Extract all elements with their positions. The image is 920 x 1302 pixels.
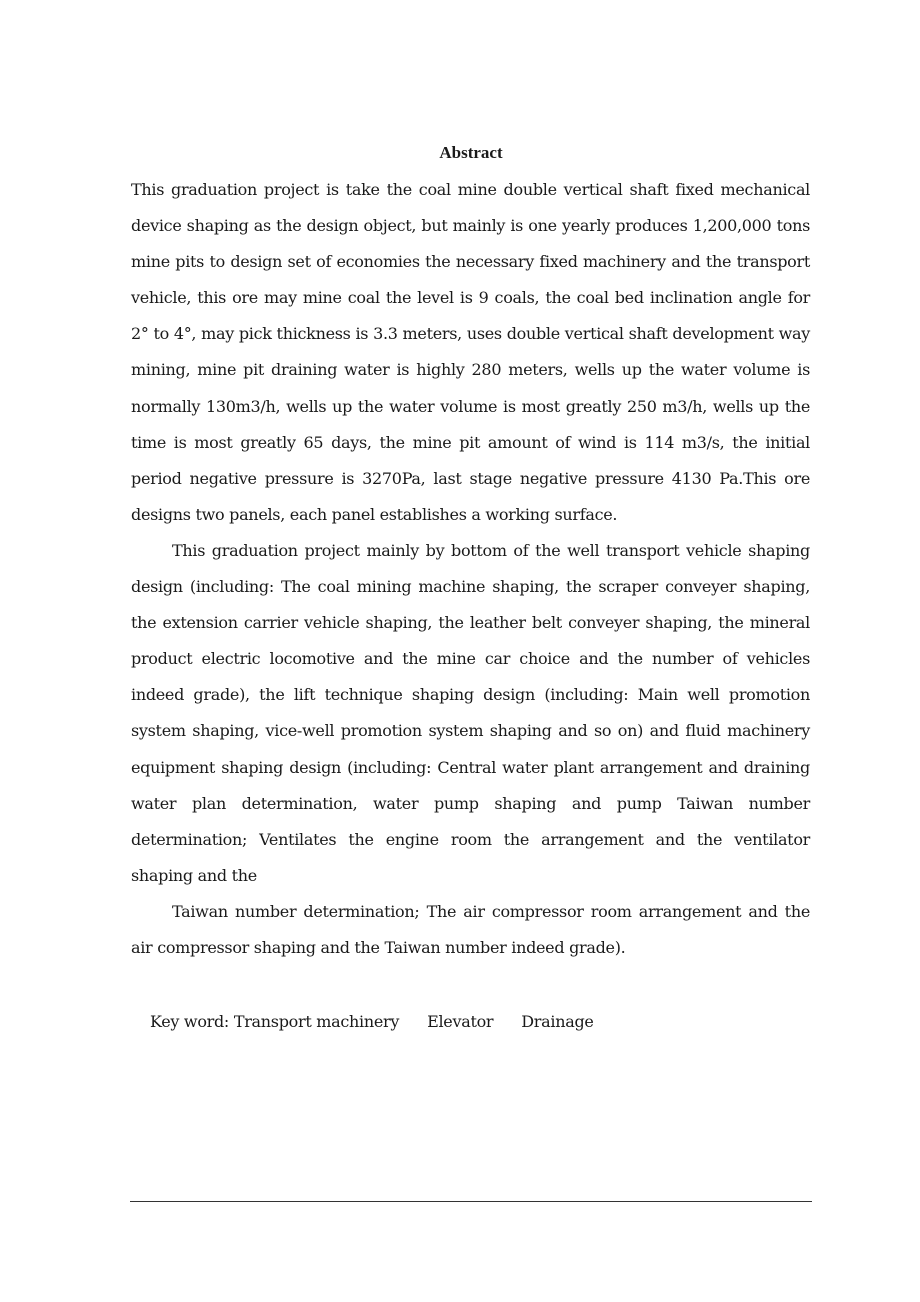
keyword-item: Transport machinery <box>233 1012 400 1031</box>
abstract-paragraph-2: This graduation project mainly by bottom of the well transport vehicle shaping design (including: The coal mining machine shaping, the scraper conveyer shaping, the extension carrier vehicle shaping, the leather belt conveyer shaping, the mineral product electric locomotive and the mine car choice and the number of vehicles indeed grade), the lift technique shaping design (including: Main well promotion system shaping, vice-well promotion system shaping and so on) and fluid machinery equipment shaping design (including: Central water plant arrangement and draining water plan determination, water pump shaping and pump Taiwan number determination; Ventilates the engine room the arrangement and the ventilator shaping and the <box>131 540 810 885</box>
keywords-label: Key word: <box>150 1012 234 1031</box>
abstract-title: Abstract <box>439 143 503 162</box>
footer-divider <box>130 1201 812 1202</box>
abstract-paragraph-1: This graduation project is take the coal mine double vertical shaft fixed mechanical device shaping as the design object, but mainly is one yearly produces 1,200,000 tons mine pits to design set of economies the necessary fixed machinery and the transport vehicle, this ore may mine coal the level is 9 coals, the coal bed inclination angle for 2° to 4°, may pick thickness is 3.3 meters, uses double vertical shaft development way mining, mine pit draining water is highly 280 meters, wells up the water volume is normally 130m3/h, wells up the water volume is most greatly 250 m3/h, wells up the time is most greatly 65 days, the mine pit amount of wind is 114 m3/s, the initial period negative pressure is 3270Pa, last stage negative pressure 4130 Pa.This ore designs two panels, each panel establishes a working surface. <box>131 180 810 524</box>
keyword-item: Elevator <box>427 1012 494 1031</box>
abstract-body <box>131 172 810 966</box>
keyword-item: Drainage <box>521 1012 594 1031</box>
keywords-line <box>150 1004 594 1040</box>
abstract-paragraph-3: Taiwan number determination; The air compressor room arrangement and the air compressor shaping and the Taiwan number indeed grade). <box>131 901 810 957</box>
